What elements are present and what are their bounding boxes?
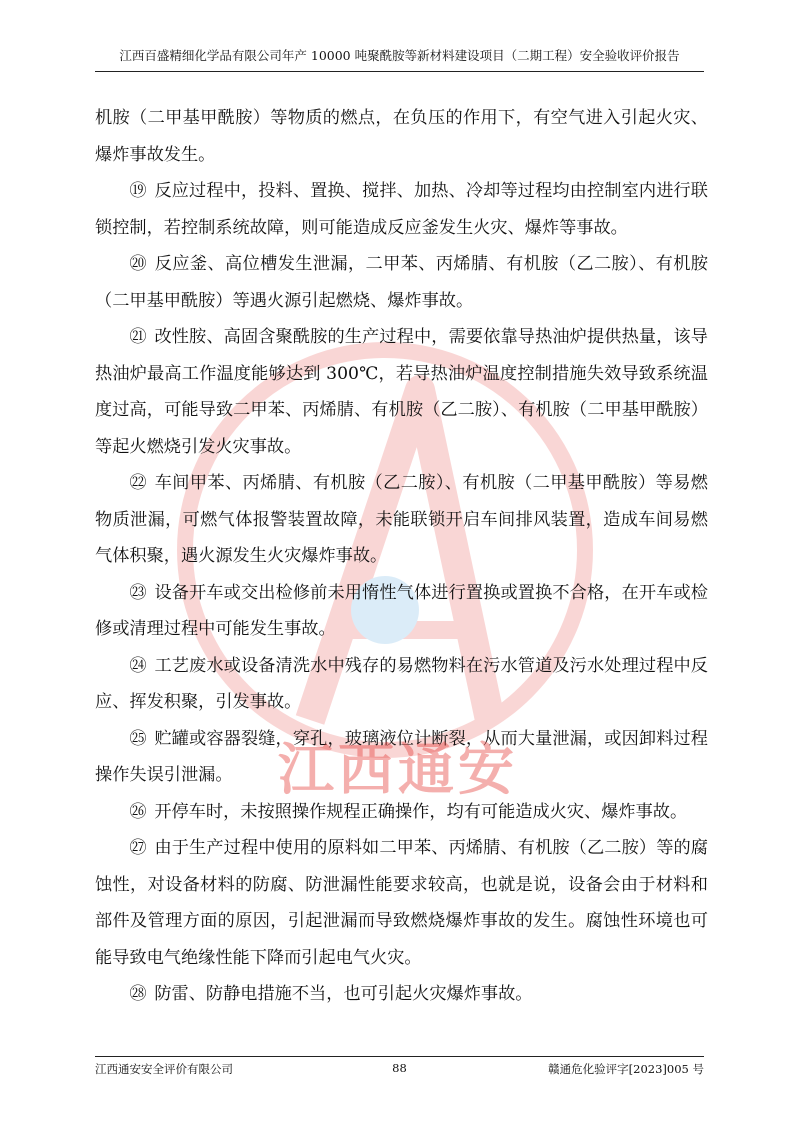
paragraph-20: [95, 246, 708, 319]
paragraph-24: [95, 648, 708, 721]
item-number: ⑳: [129, 254, 147, 274]
paragraph-25: [95, 721, 708, 794]
item-number: ㉘: [129, 984, 147, 1004]
watermark-text: 江西通安: [278, 738, 518, 803]
paragraph-text: 防雷、防静电措施不当，也可引起火灾爆炸事故。: [154, 984, 533, 1004]
page-header: [95, 46, 704, 72]
item-number: ㉑: [129, 327, 147, 347]
item-number: ㉒: [129, 473, 147, 493]
paragraph-text: 反应过程中，投料、置换、搅拌、加热、冷却等过程均由控制室内进行联锁控制，若控制系统故障，则可能造成反应釜发生火灾、爆炸等事故。: [95, 181, 708, 238]
paragraph-text: 反应釜、高位槽发生泄漏，二甲苯、丙烯腈、有机胺（乙二胺）、有机胺（二甲基甲酰胺）等遇火源引起燃烧、爆炸事故。: [95, 254, 708, 311]
item-number: ㉖: [129, 801, 147, 822]
header-title: 江西百盛精细化学品有限公司年产 10000 吨聚酰胺等新材料建设项目（二期工程）安全验收评价报告: [119, 48, 680, 63]
paragraph-26: [95, 794, 708, 831]
paragraph-text: 改性胺、高固含聚酰胺的生产过程中，需要依靠导热油炉提供热量，该导热油炉最高工作温度能够达到 300℃，若导热油炉温度控制措施失效导致系统温度过高，可能导致二甲苯、丙烯腈、有机胺（乙二胺）、有机胺（二甲基甲酰胺）等起火燃烧引发火灾事故。: [95, 327, 708, 457]
item-number: ⑲: [129, 181, 147, 201]
paragraph-28: [95, 976, 708, 1013]
paragraph-text: 开停车时，未按照操作规程正确操作，均有可能造成火灾、爆炸事故。: [154, 801, 688, 822]
item-number: ㉕: [129, 728, 147, 749]
paragraph-text: 由于生产过程中使用的原料如二甲苯、丙烯腈、有机胺（乙二胺）等的腐蚀性，对设备材料的防腐、防泄漏性能要求较高，也就是说，设备会由于材料和部件及管理方面的原因，引起泄漏而导致燃烧爆炸事故的发生。腐蚀性环境也可能导致电气绝缘性能下降而引起电气火灾。: [95, 838, 708, 968]
item-number: ㉗: [129, 838, 147, 858]
body-content: [95, 100, 708, 1013]
paragraph-19: [95, 173, 708, 246]
paragraph-23: [95, 575, 708, 648]
document-number: 赣通危化验评字[2023]005 号: [548, 1062, 704, 1076]
paragraph-text: 贮罐或容器裂缝，穿孔，玻璃液位计断裂，从而大量泄漏，或因卸料过程操作失误引泄漏。: [95, 728, 708, 785]
footer-company: 江西通安安全评价有限公司: [95, 1062, 233, 1076]
paragraph-text: 车间甲苯、丙烯腈、有机胺（乙二胺）、有机胺（二甲基甲酰胺）等易燃物质泄漏，可燃气体报警装置故障，未能联锁开启车间排风装置，造成车间易燃气体积聚，遇火源发生火灾爆炸事故。: [95, 473, 708, 566]
paragraph-0: [95, 100, 708, 173]
paragraph-text: 机胺（二甲基甲酰胺）等物质的燃点，在负压的作用下，有空气进入引起火灾、爆炸事故发生。: [95, 108, 708, 165]
page-number: 88: [392, 1061, 407, 1075]
paragraph-text: 工艺废水或设备清洗水中残存的易燃物料在污水管道及污水处理过程中反应、挥发积聚，引发事故。: [95, 655, 708, 712]
item-number: ㉔: [129, 655, 147, 676]
paragraph-text: 设备开车或交出检修前未用惰性气体进行置换或置换不合格，在开车或检修或清理过程中可能发生事故。: [95, 582, 708, 639]
paragraph-22: [95, 465, 708, 575]
paragraph-27: [95, 830, 708, 976]
page-footer: [95, 1056, 704, 1077]
paragraph-21: [95, 319, 708, 465]
item-number: ㉓: [129, 582, 147, 603]
